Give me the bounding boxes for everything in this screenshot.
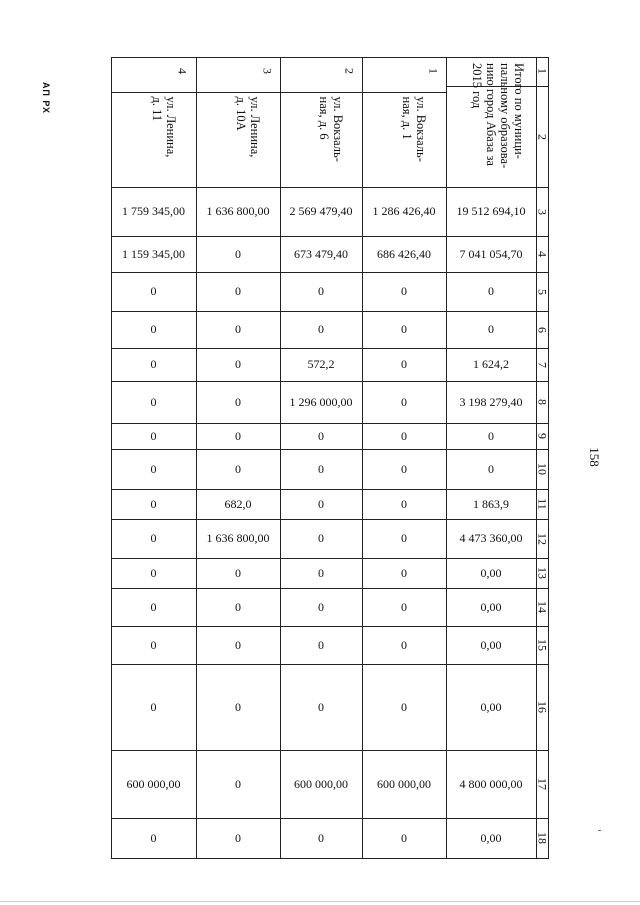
row-number [536,187,548,236]
table-cell: 0 [401,428,407,443]
table-cell: 0 [488,428,494,443]
row-number [536,818,548,858]
table-cell: 0 [150,357,157,371]
table-cell: 0 [318,637,324,652]
table-cell: 0 [401,394,407,409]
table-cell: 600 000,00 [126,776,181,791]
row-number [536,588,548,626]
table-cell: 4 800 000,00 [459,776,523,791]
row-number [536,489,548,519]
column-header [196,92,280,187]
page-number: 158 [587,447,602,467]
row-number-text: 8 [535,399,550,405]
table-cell: 1 159 345,00 [122,246,185,261]
table-cell: 0,00 [480,699,502,714]
table-cell: 0 [150,496,157,511]
table-cell: 0 [318,830,324,845]
table-cell: 0 [318,322,324,336]
table-cell: 600 000,00 [377,776,431,791]
column-number [111,57,196,92]
column-header-text: ул. Ленина, д. 10А [234,96,263,157]
table-cell: 0 [150,428,157,443]
table-cell: 0,00 [480,637,502,652]
table-cell: 0 [235,830,241,845]
column-number [196,57,280,92]
table-cell: 0 [401,531,407,545]
row-number-text: 6 [535,326,550,333]
table-cell: 0 [150,394,157,409]
row-number-header [536,57,548,86]
column-number-text: 3 [260,68,275,74]
table-cell: 0 [318,599,324,614]
table-cell: 19 512 694,10 [456,204,526,218]
column-header [280,92,362,187]
row-number [536,558,548,588]
table-cell: 0 [235,699,241,714]
table-cell: 0 [401,830,407,845]
table-cell: 0 [150,830,157,845]
table-cell: 572,2 [307,357,335,371]
table-cell: 0 [150,599,157,614]
row-number-text: 4 [535,251,550,257]
table-cell: 0 [235,394,241,409]
table-cell: 0 [401,565,407,580]
table-cell: 0 [318,461,324,476]
row-number-text: 14 [535,601,550,613]
table-cell: 0,00 [480,565,502,580]
row-number-text: 15 [535,639,550,651]
row-number-text: 18 [535,832,550,844]
table-cell: 1 636 800,00 [206,531,270,545]
table-cell: 0 [401,284,407,298]
table-cell: 1 863,9 [473,496,509,511]
table-cell: 0 [150,284,157,298]
table-cell: 0 [318,496,324,511]
table-cell: 3 198 279,40 [459,394,523,409]
table-cell: 0 [235,246,241,261]
table-cell: 0 [235,461,241,476]
column-header [362,92,446,187]
table-cell: 1 296 000,00 [289,394,353,409]
table-cell: 0 [235,357,241,371]
table-cell: 0 [318,531,324,545]
row-number-text: 12 [535,532,550,545]
column-header [446,57,536,187]
table-cell: 0 [150,565,157,580]
column-header-text: ул. Вокзаль- ная, д. 1 [400,96,429,162]
table-cell: 0 [235,776,241,791]
table-cell: 0 [150,699,157,714]
table-cell: 0 [235,637,241,652]
row-number [536,750,548,818]
column-number [362,57,446,92]
row-number-text: 13 [535,567,550,579]
row-number [536,449,548,489]
table-cell: 0 [235,565,241,580]
table-cell: 0 [150,637,157,652]
row-number-text: 3 [535,208,550,215]
table-cell: 0,00 [480,830,502,845]
table-cell: 0 [488,322,494,336]
row-number-text: 7 [535,361,550,368]
row-number-text: 11 [535,498,550,510]
column-number-text: 1 [426,68,441,74]
table-cell: 0 [318,428,324,443]
table-cell: 0 [318,699,324,714]
table-rule-horizontal [111,858,549,859]
table-cell: 0 [488,461,494,476]
table-cell: 0 [401,322,407,336]
table-cell: 0 [235,322,241,336]
table-cell: 0 [235,428,241,443]
table-cell: 0 [401,357,407,371]
row-number [536,348,548,381]
table-cell: 673 479,40 [294,246,348,261]
table-cell: 1 636 800,00 [206,204,270,218]
row-number [536,664,548,750]
table-cell: 0 [488,284,494,298]
row-number [536,626,548,664]
column-header-text: ул. Вокзаль- ная, д. 6 [316,96,345,162]
table-rule-vertical [548,57,549,859]
table-cell: 0 [401,461,407,476]
table-cell: 0 [150,461,157,476]
table-cell: 0 [235,599,241,614]
column-number-text: 2 [342,68,357,74]
table-cell: 2 569 479,40 [289,204,353,218]
table-cell: 600 000,00 [294,776,348,791]
table-cell: 682,0 [224,496,252,511]
row-number [536,236,548,272]
table-cell: 0 [150,322,157,336]
table-cell: 0 [401,699,407,714]
column-header [111,92,196,187]
table-cell: 0 [318,284,324,298]
table-cell: 1 759 345,00 [122,204,185,218]
table-cell: 686 426,40 [377,246,431,261]
row-number-header [536,86,548,187]
row-number-text: 17 [535,778,550,790]
archive-stamp: АП РХ [41,81,51,115]
row-number [536,272,548,311]
table-cell: 0 [318,565,324,580]
table-cell: 0,00 [480,599,502,614]
row-number [536,519,548,558]
row-number [536,311,548,348]
column-header-text: ул. Ленина, д. 11 [149,96,178,157]
column-number-text: 4 [175,68,190,74]
row-number-text: 1 [535,68,550,74]
row-number-text: 10 [535,463,550,475]
row-number-text: 2 [535,133,550,140]
table-cell: 0 [401,637,407,652]
row-number-text: 5 [535,288,550,295]
column-header-text: Итого по муници- пальному образова- нию город Абаза за 2015 год [470,63,527,169]
table-cell: 0 [401,496,407,511]
row-number [536,381,548,423]
column-number [280,57,362,92]
table-cell: 7 041 054,70 [459,246,523,261]
table-cell: 0 [150,531,157,545]
row-number-text: 9 [535,433,550,439]
table-cell: 0 [235,284,241,298]
row-number-text: 16 [535,701,550,713]
table-cell: 4 473 360,00 [459,531,523,545]
table-cell: 1 286 426,40 [372,204,436,218]
table-cell: 0 [401,599,407,614]
table-cell: 1 624,2 [473,357,509,371]
row-number [536,423,548,449]
